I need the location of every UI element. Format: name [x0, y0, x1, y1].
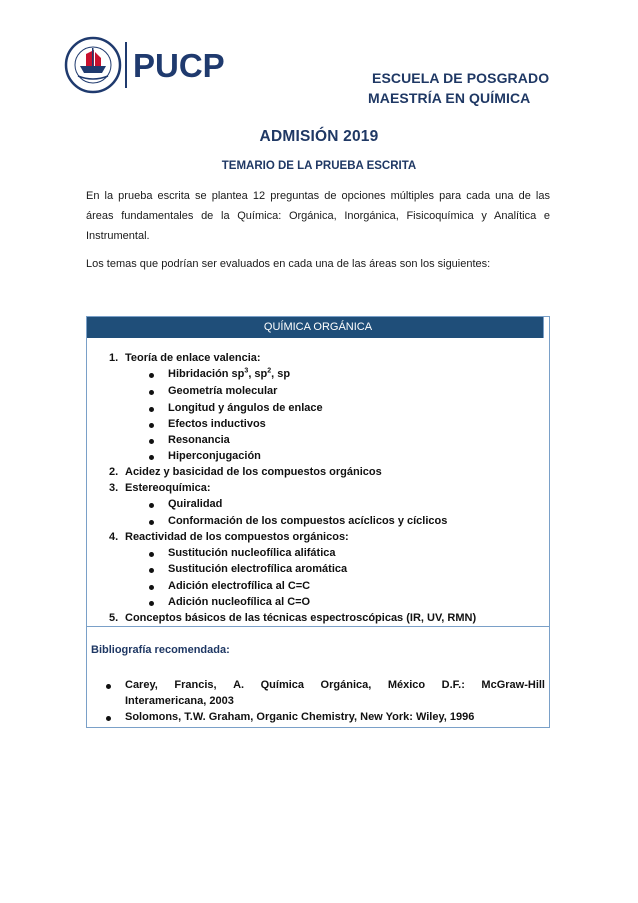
table-header: QUÍMICA ORGÁNICA	[87, 317, 549, 338]
bullet-icon	[149, 407, 154, 412]
subtopic-item: Sustitución nucleofílica alifática	[168, 547, 336, 559]
pucp-logo	[64, 36, 264, 94]
bullet-icon	[149, 503, 154, 508]
bullet-icon	[106, 684, 111, 689]
topic-item: Estereoquímica:	[125, 482, 211, 494]
topic-item: Teoría de enlace valencia:	[125, 352, 261, 364]
bullet-icon	[149, 390, 154, 395]
topic-number: 1.	[109, 352, 119, 364]
subtopic-item: Geometría molecular	[168, 385, 278, 397]
bullet-icon	[149, 455, 154, 460]
subtopic-item: Conformación de los compuestos acíclicos y cíclicos	[168, 515, 448, 527]
bullet-icon	[149, 585, 154, 590]
topic-number: 2.	[109, 466, 119, 478]
topic-item: Reactividad de los compuestos orgánicos:	[125, 531, 349, 543]
subtopic-item: Adición electrofílica al C=C	[168, 580, 311, 592]
university-seal-icon	[66, 38, 120, 92]
topic-item: Acidez y basicidad de los compuestos orgánicos	[125, 466, 382, 478]
topic-number: 3.	[109, 482, 119, 494]
bibliography-item: Solomons, T.W. Graham, Organic Chemistry, New York: Wiley, 1996	[125, 711, 475, 723]
bullet-icon	[149, 520, 154, 525]
bullet-icon	[149, 568, 154, 573]
topic-item: Conceptos básicos de las técnicas espectroscópicas (IR, UV, RMN)	[125, 612, 477, 624]
intro-paragraph-2: Los temas que podrían ser evaluados en cada una de las áreas son los siguientes:	[86, 258, 491, 270]
intro-paragraph: En la prueba escrita se plantea 12 preguntas de opciones múltiples para cada una de las áreas fundamentales de la Química: Orgánica, Inorgánica, Fisicoquímica y Analítica e Instrumental.	[86, 190, 550, 242]
subtopic-item: Longitud y ángulos de enlace	[168, 402, 323, 414]
bullet-icon	[149, 439, 154, 444]
subtopic-item: Efectos inductivos	[168, 418, 266, 430]
logo-wordmark: PUCP	[133, 47, 225, 84]
bullet-icon	[149, 373, 154, 378]
page-subtitle: TEMARIO DE LA PRUEBA ESCRITA	[221, 160, 417, 172]
table-header-edge	[543, 317, 549, 338]
page-title: ADMISIÓN 2019	[259, 128, 379, 145]
table-divider	[87, 626, 549, 627]
bullet-icon	[149, 601, 154, 606]
subtopic-item: Sustitución electrofílica aromática	[168, 563, 348, 575]
bibliography-item: Carey, Francis, A. Química Orgánica, México D.F.: McGraw-Hill	[125, 679, 545, 691]
subtopic-item: Resonancia	[168, 434, 230, 446]
bullet-icon	[106, 716, 111, 721]
program-name: MAESTRÍA EN QUÍMICA	[368, 90, 531, 106]
school-name: ESCUELA DE POSGRADO	[372, 70, 550, 86]
subtopic-item: Hiperconjugación	[168, 450, 261, 462]
topic-number: 4.	[109, 531, 119, 543]
syllabus-table	[86, 316, 550, 728]
subtopic-item: Quiralidad	[168, 498, 223, 510]
bullet-icon	[149, 423, 154, 428]
bibliography-item-continuation: Interamericana, 2003	[125, 695, 234, 707]
subtopic-item: Hibridación $sp^3$, $sp^2$, sp	[168, 367, 291, 380]
bullet-icon	[149, 552, 154, 557]
bibliography-title: Bibliografía recomendada:	[91, 644, 230, 656]
subtopic-item: Adición nucleofílica al C=O	[168, 596, 311, 608]
topic-number: 5.	[109, 612, 119, 624]
